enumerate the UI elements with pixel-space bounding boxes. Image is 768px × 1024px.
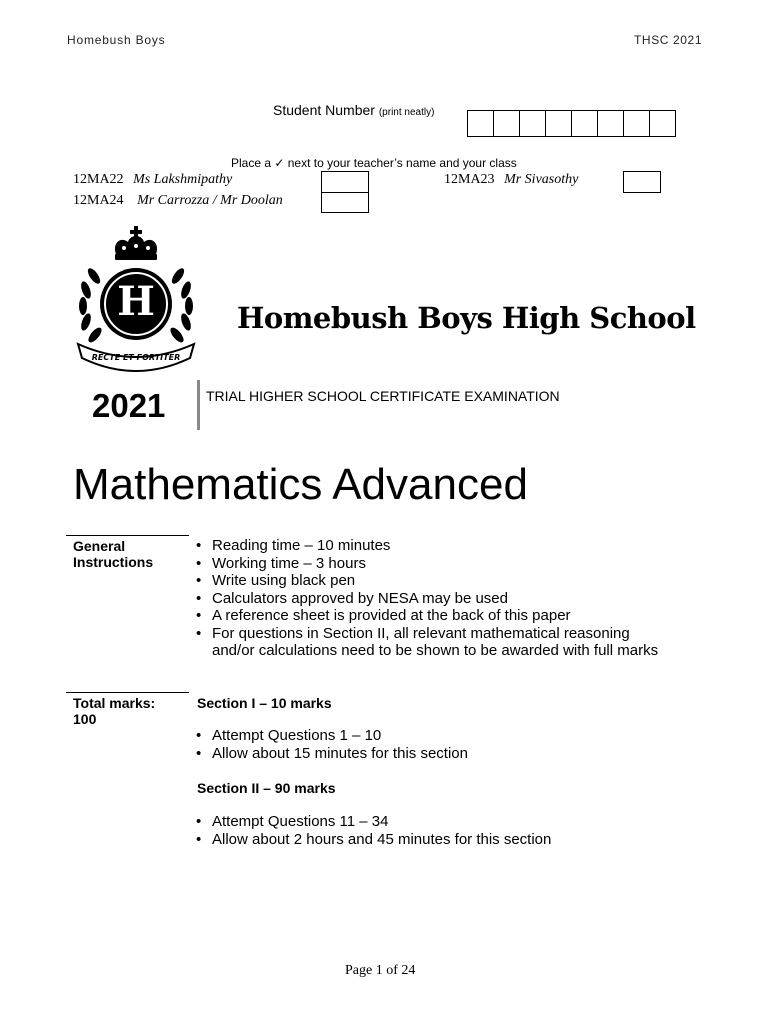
tick-box-12ma23[interactable]: [623, 171, 661, 193]
student-number-text: Student Number: [273, 102, 375, 118]
divider-rule: [66, 535, 189, 536]
page-number: Page 1 of 24: [345, 963, 416, 978]
exam-year: 2021: [92, 387, 166, 424]
student-number-box[interactable]: [546, 110, 572, 137]
list-item: • Write using black pen: [212, 572, 672, 590]
section-1-title: Section I – 10 marks: [197, 695, 332, 711]
general-instructions-list: [196, 537, 672, 660]
school-name: Homebush Boys High School: [237, 301, 696, 335]
list-item: • Allow about 15 minutes for this section: [212, 745, 672, 763]
teacher-name: Mr Sivasothy: [504, 172, 579, 187]
list-item: • Calculators approved by NESA may be used: [212, 590, 672, 608]
class-option-12ma22: [73, 172, 232, 188]
student-number-box[interactable]: [598, 110, 624, 137]
tick-box-12ma24[interactable]: [321, 192, 369, 213]
section-2-title: Section II – 90 marks: [197, 780, 336, 796]
year-divider: [197, 380, 200, 430]
print-neatly-note: (print neatly): [378, 107, 435, 118]
student-number-box[interactable]: [572, 110, 598, 137]
crest-motto: RECTE ET FORTITER: [91, 353, 181, 362]
list-item: • Attempt Questions 1 – 10: [212, 727, 672, 745]
crest-letter: H: [117, 278, 155, 325]
exam-name: TRIAL HIGHER SCHOOL CERTIFICATE EXAMINATION: [206, 388, 560, 404]
list-item: • Allow about 2 hours and 45 minutes for this section: [212, 831, 672, 849]
teacher-name: Mr Carrozza / Mr Doolan: [137, 193, 283, 208]
student-number-box[interactable]: [650, 110, 676, 137]
running-header-right: THSC 2021: [634, 33, 703, 47]
list-item: • For questions in Section II, all relevant mathematical reasoning and/or calculations need to be shown to be awarded with full marks: [212, 625, 672, 660]
class-code: 12MA22: [73, 172, 124, 187]
list-item: • Attempt Questions 11 – 34: [212, 813, 672, 831]
tick-box-12ma22[interactable]: [321, 171, 369, 193]
teacher-name: Ms Lakshmipathy: [133, 172, 233, 187]
running-header-left: Homebush Boys: [67, 33, 166, 47]
class-code: 12MA23: [444, 172, 495, 187]
class-code: 12MA24: [73, 193, 124, 208]
class-option-12ma23: [444, 172, 578, 188]
total-marks-label: Total marks: 100: [73, 695, 156, 727]
list-item: • Reading time – 10 minutes: [212, 537, 672, 555]
student-number-box[interactable]: [494, 110, 520, 137]
class-instruction: Place a ✓ next to your teacher’s name and your class: [231, 156, 517, 170]
student-number-label: [273, 102, 434, 118]
divider-rule: [66, 692, 189, 693]
section-1-list: [196, 727, 672, 762]
student-number-boxes[interactable]: [467, 110, 676, 137]
student-number-box[interactable]: [468, 110, 494, 137]
student-number-box[interactable]: [520, 110, 546, 137]
list-item: • Working time – 3 hours: [212, 555, 672, 573]
general-instructions-label: General Instructions: [73, 538, 154, 570]
subject-title: Mathematics Advanced: [73, 460, 528, 509]
class-option-12ma24: [73, 193, 283, 209]
list-item: • A reference sheet is provided at the back of this paper: [212, 607, 672, 625]
section-2-list: [196, 813, 672, 848]
student-number-box[interactable]: [624, 110, 650, 137]
